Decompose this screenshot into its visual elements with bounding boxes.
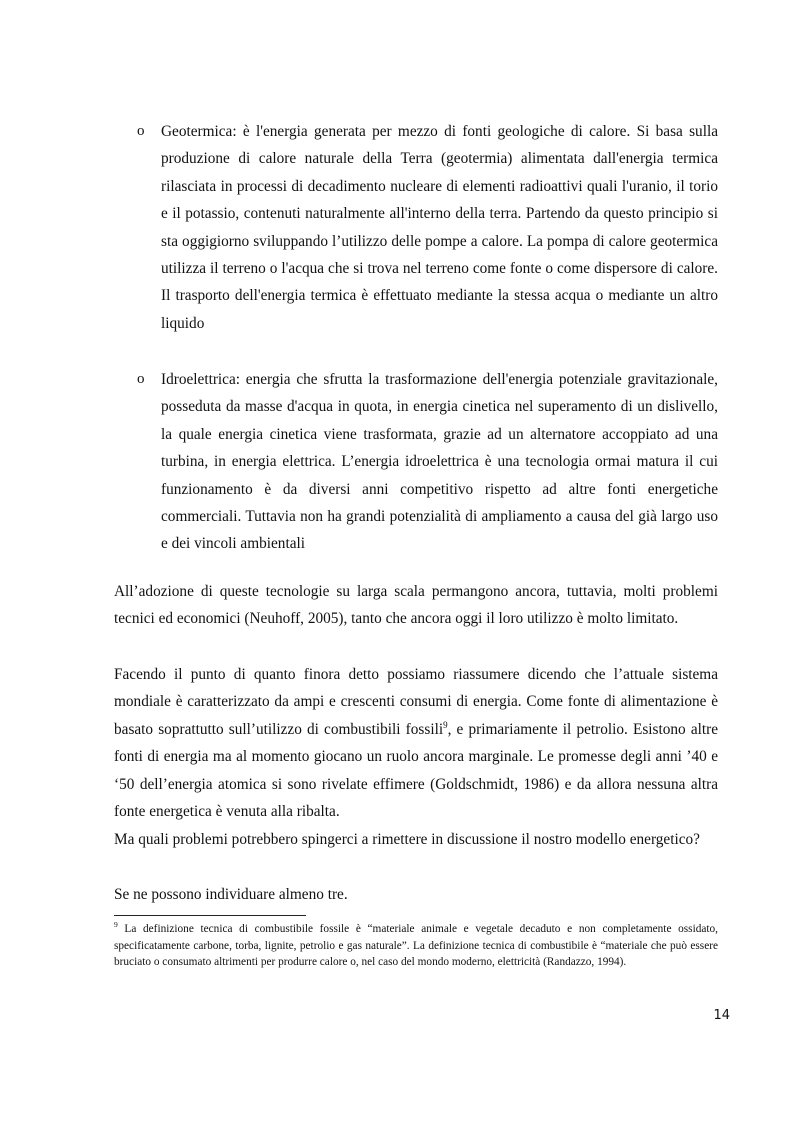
bullet-text: Idroelettrica: energia che sfrutta la trasformazione dell'energia potenziale gravitazionale, posseduta da masse d'acqua in quota, in energia cinetica nel superamento di un dislivello, la quale energia cinetica viene trasformata, grazie ad un alternatore accoppiato ad una turbina, in energia elettrica. L’energia idroelettrica è una tecnologia ormai matura il cui funzionamento è da diversi anni competitivo rispetto ad altre fonti energetiche commerciali. Tuttavia non ha grandi potenzialità di ampliamento a causa del già largo uso e dei vincoli ambientali xyxy=(161,371,718,553)
paragraph-text: , e primariamente il petrolio. Esistono altre fonti di energia ma al momento giocano un ruolo ancora marginale. Le promesse degli anni ’40 e ‘50 dell’energia atomica si sono rivelate effimere (Goldschmidt, 1986) e da allora nessuna altra fonte energetica è venuta alla ribalta. xyxy=(114,720,718,821)
body-paragraph xyxy=(114,661,718,825)
footnote xyxy=(114,921,718,971)
footnote-reference: 9 xyxy=(443,719,448,730)
bullet-item-idroelettrica xyxy=(137,366,718,558)
footnote-divider xyxy=(114,915,306,916)
bullet-marker: o xyxy=(137,371,145,387)
bullet-marker: o xyxy=(137,123,145,139)
paragraph-text: Facendo il punto di quanto finora detto possiamo riassumere dicendo che l’attuale sistema mondiale è caratterizzato da ampi e crescenti consumi di energia. Come fonte di alimentazione è basato soprattutto sull’utilizzo di combustibili fossili xyxy=(114,666,718,738)
body-paragraph: All’adozione di queste tecnologie su larga scala permangono ancora, tuttavia, molti problemi tecnici ed economici (Neuhoff, 2005), tanto che ancora oggi il loro utilizzo è molto limitato. xyxy=(114,583,718,628)
footnote-number: 9 xyxy=(114,920,118,930)
bullet-text: Geotermica: è l'energia generata per mezzo di fonti geologiche di calore. Si basa sulla produzione di calore naturale della Terra (geotermia) alimentata dall'energia termica rilasciata in processi di decadimento nucleare di elementi radioattivi quali l'uranio, il torio e il potassio, contenuti naturalmente all'interno della terra. Partendo da questo principio si sta oggigiorno sviluppando l’utilizzo delle pompe a calore. La pompa di calore geotermica utilizza il terreno o l'acqua che si trova nel terreno come fonte o come dispersore di calore. Il trasporto dell'energia termica è effettuato mediante la stessa acqua o mediante un altro liquido xyxy=(161,123,718,332)
footnote-text: La definizione tecnica di combustibile fossile è “materiale animale e vegetale decaduto e non completamente ossidato, specificatamente carbone, torba, lignite, petrolio e gas naturale”. La definizione tecnica di combustibile è “materiale che può essere bruciato o consumato altrimenti per produrre calore o, nel caso del mondo moderno, elettricità (Randazzo, 1994). xyxy=(114,923,718,969)
page-number: 14 xyxy=(713,1008,730,1023)
body-paragraph: Ma quali problemi potrebbero spingerci a rimettere in discussione il nostro modello energetico? xyxy=(114,831,700,848)
bullet-item-geotermica xyxy=(137,118,718,337)
body-paragraph: Se ne possono individuare almeno tre. xyxy=(114,886,348,903)
